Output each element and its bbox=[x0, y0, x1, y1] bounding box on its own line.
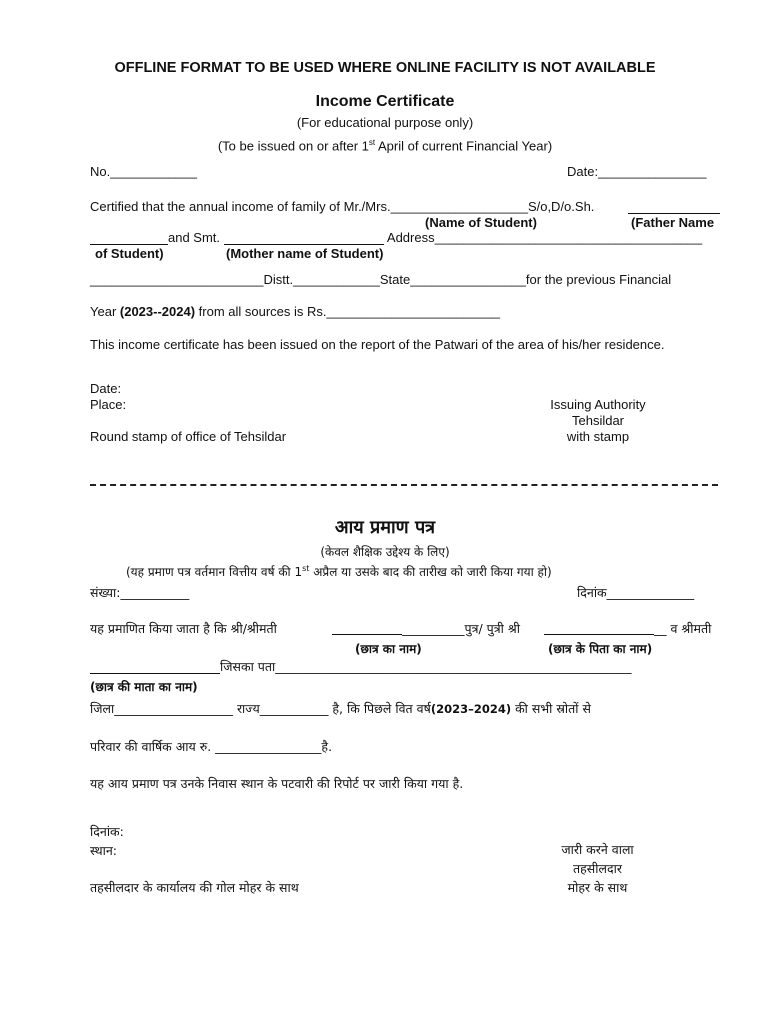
hindi-certify-c: __ व श्रीमती bbox=[654, 621, 712, 636]
hindi-certify-b: __________पुत्र/ पुत्री श्री bbox=[402, 621, 520, 636]
district-state-line: ________________________Distt.____________State________________for the previous Financial bbox=[90, 272, 672, 287]
mother-prefix: and Smt. bbox=[168, 230, 221, 245]
mother-name-label: (Mother name of Student) bbox=[226, 246, 384, 261]
father-name-label: (Father Name bbox=[631, 215, 715, 230]
date-label: Date: bbox=[90, 381, 122, 396]
mother-name-blank bbox=[224, 244, 384, 245]
hindi-issuing-authority: जारी करने वाला bbox=[561, 842, 634, 857]
hindi-issue-instruction: (यह प्रमाण पत्र वर्तमान वित्तीय वर्ष की 1st अप्रैल या उसके बाद की तारीख को जारी किया गया हो) bbox=[126, 564, 552, 579]
hindi-certify-a: यह प्रमाणित किया जाता है कि श्री/श्रीमती bbox=[90, 621, 281, 636]
section-divider bbox=[90, 484, 718, 486]
hindi-title: आय प्रमाण पत्र bbox=[334, 517, 436, 538]
hindi-subtitle: (केवल शैक्षिक उद्देश्य के लिए) bbox=[320, 545, 450, 559]
issue-instruction: (To be issued on or after 1st April of current Financial Year) bbox=[217, 138, 553, 154]
certificate-title: Income Certificate bbox=[315, 93, 455, 110]
hindi-income-line: परिवार की वार्षिक आय रु. _________________है. bbox=[90, 739, 333, 754]
hindi-father-label: (छात्र के पिता का नाम) bbox=[548, 642, 653, 656]
issuing-authority: Issuing Authority bbox=[550, 397, 646, 412]
hindi-date-field: दिनांक______________ bbox=[577, 585, 695, 600]
place-label: Place: bbox=[90, 397, 127, 412]
certificate-subtitle: (For educational purpose only) bbox=[296, 115, 474, 130]
hindi-tehsildar-label: तहसीलदार bbox=[573, 861, 622, 876]
tehsildar-label: Tehsildar bbox=[571, 413, 625, 428]
hindi-number-field: संख्या:___________ bbox=[90, 585, 190, 600]
hindi-mother-label: (छात्र की माता का नाम) bbox=[90, 680, 198, 694]
address-field: Address_____________________________________ bbox=[384, 230, 703, 245]
issuance-statement: This income certificate has been issued on the report of the Patwari of the area of his/her residence. bbox=[90, 337, 665, 352]
hindi-address-field: जिसका पता_________________________________________________________ bbox=[220, 659, 632, 674]
father-name-blank bbox=[628, 213, 720, 214]
certify-line: Certified that the annual income of family of Mr./Mrs.___________________S/o,D/o.Sh. bbox=[90, 199, 595, 214]
hindi-place-label: स्थान: bbox=[90, 843, 117, 858]
hindi-student-label: (छात्र का नाम) bbox=[355, 642, 422, 656]
father-name-blank-continued bbox=[90, 244, 168, 245]
hindi-issuance-statement: यह आय प्रमाण पत्र उनके निवास स्थान के पटवारी की रिपोर्ट पर जारी किया गया है. bbox=[90, 776, 464, 791]
date-field: Date:_______________ bbox=[567, 164, 707, 179]
student-name-label: (Name of Student) bbox=[425, 215, 537, 230]
of-student-label: of Student) bbox=[95, 246, 164, 261]
hindi-stamp-label: तहसीलदार के कार्यालय की गोल मोहर के साथ bbox=[90, 880, 299, 895]
stamp-label: Round stamp of office of Tehsildar bbox=[90, 429, 287, 444]
hindi-district-line: जिला___________________ राज्य___________ है, कि पिछले वित वर्ष(2023–2024) की सभी स्रोतों से bbox=[90, 701, 591, 716]
with-stamp-label: with stamp bbox=[566, 429, 630, 444]
hindi-father-blank bbox=[544, 634, 654, 635]
hindi-mother-blank bbox=[90, 673, 220, 674]
hindi-with-stamp-label: मोहर के साथ bbox=[567, 880, 628, 895]
hindi-student-blank bbox=[332, 634, 402, 635]
offline-notice: OFFLINE FORMAT TO BE USED WHERE ONLINE FACILITY IS NOT AVAILABLE bbox=[114, 60, 656, 76]
number-field: No.____________ bbox=[90, 164, 197, 179]
hindi-date-label: दिनांक: bbox=[90, 824, 124, 839]
income-line: Year (2023--2024) from all sources is Rs.________________________ bbox=[90, 304, 501, 319]
